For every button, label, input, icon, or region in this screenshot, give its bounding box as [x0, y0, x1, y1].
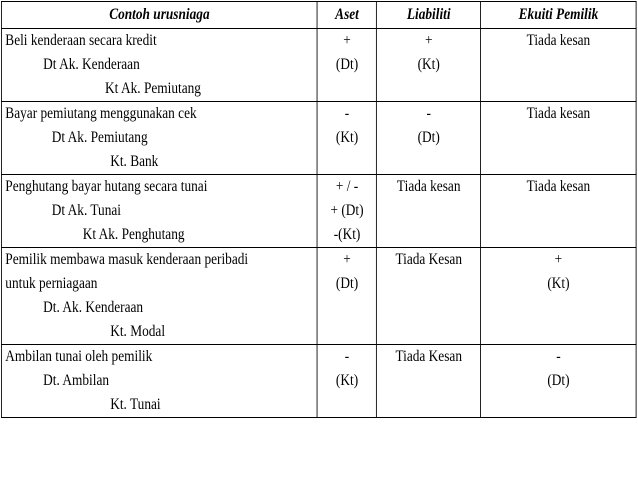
aset-sign: +: [343, 251, 351, 268]
table-row: [1, 175, 636, 248]
aset-cell: [317, 345, 376, 418]
liabiliti-side: (Kt): [417, 56, 440, 73]
desc-cell: [1, 345, 317, 418]
credit-entry: Kt Ak. Pemiutang: [105, 80, 201, 97]
aset-side: (Kt): [335, 372, 359, 389]
aset-side: (Kt): [335, 129, 359, 146]
desc-cell: [1, 102, 317, 175]
transaction-title: Pemilik membawa masuk kenderaan peribadi: [5, 251, 249, 268]
transaction-title: Beli kenderaan secara kredit: [5, 32, 157, 49]
liabiliti-effect: Tiada Kesan: [395, 348, 462, 365]
header-ekuiti-pemilik: Ekuiti Pemilik: [481, 2, 636, 29]
debit-entry: Dt. Ak. Kenderaan: [43, 299, 144, 316]
aset-debit: + (Dt): [330, 202, 364, 219]
debit-entry: Dt Ak. Tunai: [51, 202, 122, 219]
aset-credit: -(Kt): [333, 226, 361, 243]
ekuiti-side: (Dt): [547, 372, 570, 389]
liabiliti-side: (Dt): [417, 129, 440, 146]
ekuiti-cell: [481, 248, 636, 345]
aset-cell: [317, 248, 376, 345]
table-row: [1, 29, 636, 102]
table-row: [1, 345, 636, 418]
ekuiti-effect: Tiada kesan: [526, 105, 591, 122]
header-liabiliti: Liabiliti: [377, 2, 481, 29]
table-row: [1, 248, 636, 345]
table-row: [1, 102, 636, 175]
ekuiti-effect: Tiada kesan: [526, 32, 591, 49]
aset-cell: [317, 102, 376, 175]
liabiliti-cell: [377, 345, 481, 418]
desc-cell: [1, 175, 317, 248]
liabiliti-cell: [377, 248, 481, 345]
header-row: [1, 2, 636, 29]
desc-cell: [1, 29, 317, 102]
transaction-title: Bayar pemiutang menggunakan cek: [5, 105, 197, 122]
debit-entry: Dt Ak. Pemiutang: [51, 129, 148, 146]
credit-entry: Kt Ak. Penghutang: [82, 226, 185, 243]
aset-cell: [317, 29, 376, 102]
liabiliti-cell: [377, 29, 481, 102]
aset-sign: +: [343, 32, 351, 49]
ekuiti-cell: [481, 29, 636, 102]
aset-side: (Dt): [335, 275, 359, 292]
liabiliti-effect: Tiada Kesan: [395, 251, 462, 268]
ekuiti-side: (Kt): [547, 275, 570, 292]
header-contoh-urusniaga: Contoh urusniaga: [1, 2, 317, 29]
transaction-title-continued: untuk perniagaan: [5, 275, 98, 292]
ekuiti-effect: Tiada kesan: [526, 178, 591, 195]
ekuiti-sign: -: [556, 348, 561, 365]
liabiliti-sign: +: [424, 32, 433, 49]
liabiliti-cell: [377, 175, 481, 248]
liabiliti-cell: [377, 102, 481, 175]
ekuiti-sign: +: [554, 251, 563, 268]
ekuiti-cell: [481, 175, 636, 248]
ekuiti-cell: [481, 345, 636, 418]
ekuiti-cell: [481, 102, 636, 175]
debit-entry: Dt Ak. Kenderaan: [43, 56, 140, 73]
transaction-title: Penghutang bayar hutang secara tunai: [5, 178, 208, 195]
credit-entry: Kt. Modal: [110, 323, 166, 340]
aset-cell: [317, 175, 376, 248]
aset-sign: -: [344, 105, 350, 122]
transaction-effect-table: [1, 1, 637, 418]
aset-sign: + / -: [335, 178, 359, 195]
header-aset: Aset: [317, 2, 376, 29]
liabiliti-effect: Tiada kesan: [396, 178, 461, 195]
credit-entry: Kt. Bank: [110, 153, 159, 170]
credit-entry: Kt. Tunai: [110, 396, 161, 413]
transaction-title: Ambilan tunai oleh pemilik: [5, 348, 153, 365]
aset-sign: -: [344, 348, 350, 365]
desc-cell: [1, 248, 317, 345]
liabiliti-sign: -: [426, 105, 431, 122]
debit-entry: Dt. Ambilan: [43, 372, 110, 389]
aset-side: (Dt): [335, 56, 359, 73]
